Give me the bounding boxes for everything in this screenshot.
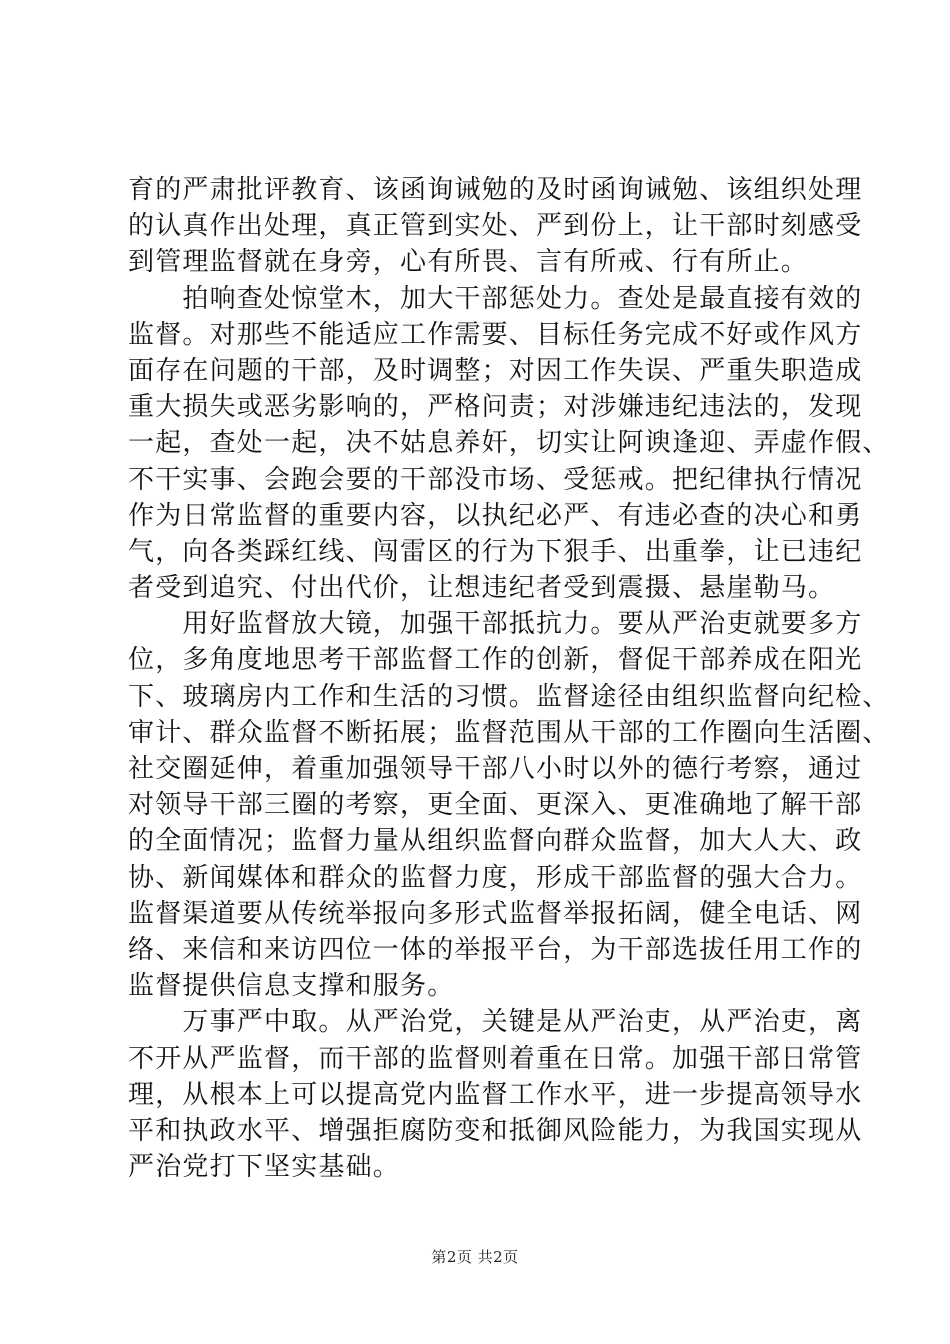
text-line: 的认真作出处理，真正管到实处、严到份上，让干部时刻感受 bbox=[128, 211, 863, 242]
document-body bbox=[128, 172, 890, 1185]
text-line: 不干实事、会跑会要的干部没市场、受惩戒。把纪律执行情况 bbox=[128, 464, 863, 495]
text-line: 气，向各类踩红线、闯雷区的行为下狠手、出重拳，让已违纪 bbox=[128, 536, 863, 567]
page-number-footer: 第2页 共2页 bbox=[431, 1248, 519, 1266]
text-line: 不开从严监督，而干部的监督则着重在日常。加强干部日常管 bbox=[128, 1043, 863, 1074]
text-line: 对领导干部三圈的考察，更全面、更深入、更准确地了解干部 bbox=[128, 790, 863, 821]
text-line: 络、来信和来访四位一体的举报平台，为干部选拔任用工作的 bbox=[128, 934, 863, 965]
text-line: 平和执政水平、增强拒腐防变和抵御风险能力，为我国实现从 bbox=[128, 1115, 863, 1146]
text-line: 万事严中取。从严治党，关键是从严治吏，从严治吏，离 bbox=[128, 1007, 863, 1038]
text-line: 社交圈延伸，着重加强领导干部八小时以外的德行考察，通过 bbox=[128, 754, 863, 784]
paragraph-4 bbox=[128, 1004, 863, 1185]
text-line: 下、玻璃房内工作和生活的习惯。监督途径由组织监督向纪检、 bbox=[128, 681, 890, 712]
text-line: 监督提供信息支撑和服务。 bbox=[128, 971, 455, 1002]
text-line: 面存在问题的干部，及时调整；对因工作失误、严重失职造成 bbox=[128, 355, 863, 386]
text-line: 一起，查处一起，决不姑息养奸，切实让阿谀逢迎、弄虚作假、 bbox=[128, 428, 890, 459]
text-line: 审计、群众监督不断拓展；监督范围从干部的工作圈向生活圈、 bbox=[128, 717, 890, 748]
paragraph-2 bbox=[128, 281, 890, 607]
text-line: 的全面情况；监督力量从组织监督向群众监督，加大人大、政 bbox=[128, 826, 863, 857]
text-line: 重大损失或恶劣影响的，严格问责；对涉嫌违纪违法的，发现 bbox=[128, 392, 863, 423]
text-line: 用好监督放大镜，加强干部抵抗力。要从严治吏就要多方 bbox=[128, 609, 863, 640]
paragraph-1 bbox=[128, 172, 863, 281]
text-line: 理，从根本上可以提高党内监督工作水平，进一步提高领导水 bbox=[128, 1079, 863, 1110]
text-line: 监督。对那些不能适应工作需要、目标任务完成不好或作风方 bbox=[128, 319, 863, 350]
text-line: 拍响查处惊堂木，加大干部惩处力。查处是最直接有效的 bbox=[128, 283, 863, 314]
text-line: 到管理监督就在身旁，心有所畏、言有所戒、行有所止。 bbox=[128, 247, 809, 278]
text-line: 者受到追究、付出代价，让想违纪者受到震摄、悬崖勒马。 bbox=[128, 573, 836, 604]
text-line: 作为日常监督的重要内容，以执纪必严、有违必查的决心和勇 bbox=[128, 500, 863, 531]
text-line: 严治党打下坚实基础。 bbox=[128, 1152, 401, 1183]
paragraph-3 bbox=[128, 606, 890, 1004]
text-line: 监督渠道要从传统举报向多形式监督举报拓阔，健全电话、网 bbox=[128, 898, 863, 929]
text-line: 育的严肃批评教育、该函询诫勉的及时函询诫勉、该组织处理 bbox=[128, 175, 863, 205]
text-line: 协、新闻媒体和群众的监督力度，形成干部监督的强大合力。 bbox=[128, 862, 863, 893]
text-line: 位，多角度地思考干部监督工作的创新，督促干部养成在阳光 bbox=[128, 645, 863, 676]
